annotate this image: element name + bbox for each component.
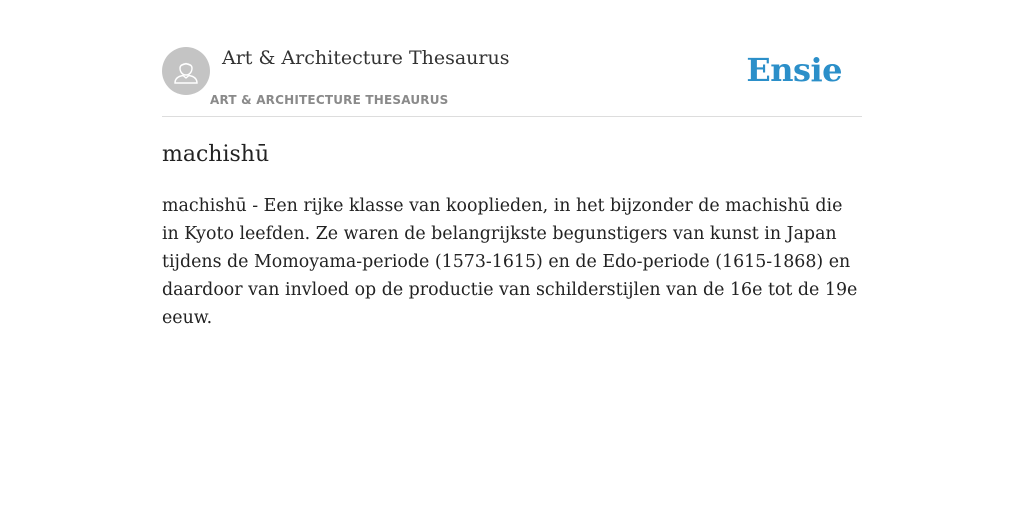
entry-title: machishū [162, 142, 270, 167]
page-container [162, 0, 862, 328]
author-name[interactable]: Art & Architecture Thesaurus [222, 47, 510, 69]
avatar[interactable] [162, 47, 210, 95]
ensie-logo[interactable]: Ensie [746, 51, 842, 89]
entry-definition: machishū - Een rijke klasse van kooplieden, in het bijzonder de machishū die in Kyoto leefden. Ze waren de belangrijkste begunstigers van kunst in Japan tijdens de Momoyama-periode (1573-1615) en de Edo-periode (1615-1868) en daardoor van invloed op de productie van schilderstijlen van de 16e tot de 19e eeuw. [162, 196, 858, 328]
entry-header [162, 0, 862, 117]
user-icon [171, 56, 201, 86]
source-label[interactable]: ART & ARCHITECTURE THESAURUS [210, 93, 449, 107]
